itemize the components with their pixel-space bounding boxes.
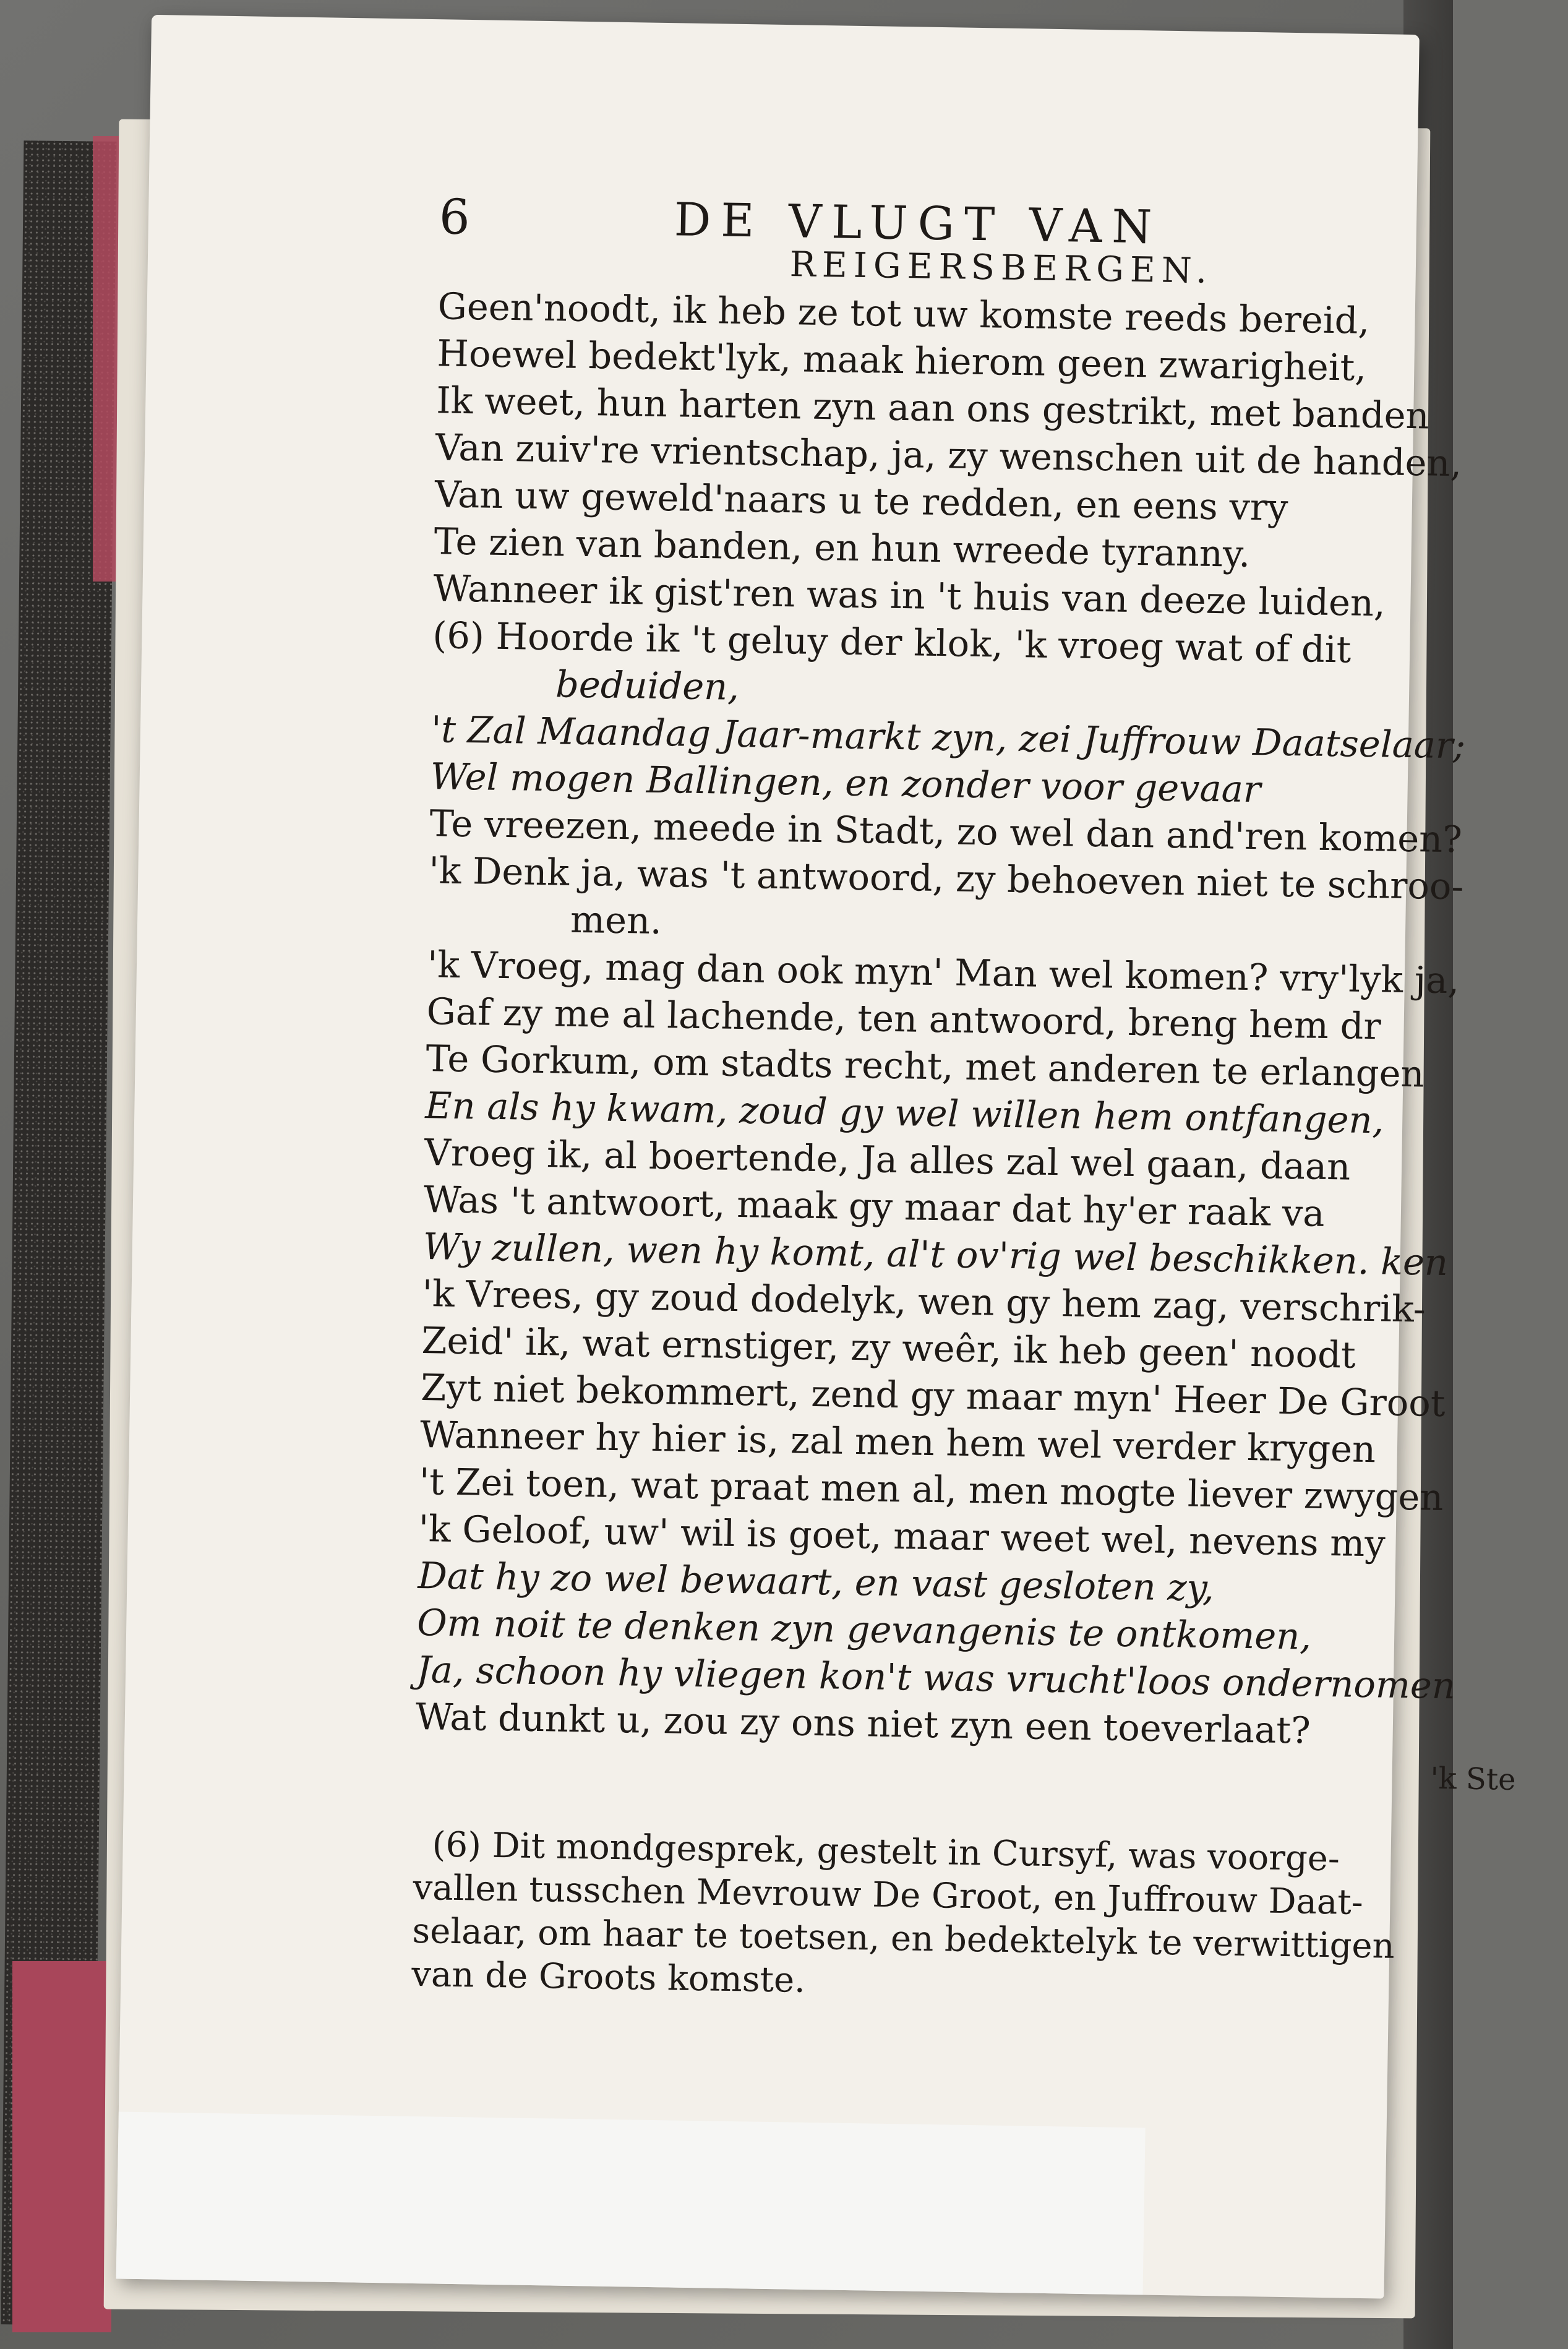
verse-line: En als hy kwam, zoud gy wel willen hem ontfangen, [424, 1084, 1384, 1142]
verse-line: Wy zullen, wen hy komt, al't ov'rig wel beschikken. ken [422, 1225, 1449, 1284]
verse-line: Te Gorkum, om stadts recht, met anderen te erlangen [426, 1037, 1425, 1096]
verse-lines [415, 283, 1564, 1758]
verse-line: Wat dunkt u, zou zy ons niet zyn een toeverlaat? [415, 1694, 1311, 1752]
verse-line: 'k Vroeg, mag dan ook myn' Man wel komen? vry'lyk ja, [427, 943, 1460, 1002]
running-title: DE VLUGT VAN [674, 193, 1162, 254]
text-block [411, 165, 1566, 2014]
footnote: (6) Dit mondgesprek, gestelt in Cursyf, was voorge-vallen tusschen Mevrouw De Groot, en Juffrouw Daat-selaar, om haar te toetsen, en bedektelyk te verwittigen van de Groots komste. [411, 1824, 1395, 2001]
verse-line: beduiden, [555, 663, 740, 708]
verse-line: Wel mogen Ballingen, en zonder voor gevaar [430, 755, 1261, 811]
verse-line: Te zien van banden, en hun wreede tyranny. [434, 520, 1251, 575]
verse-line: Van zuiv're vrientschap, ja, zy wenschen uit de handen, [435, 426, 1462, 485]
catchword: 'k Ste [1430, 1761, 1517, 1797]
verse-line: Om noit te denken zyn gevangenis te ontkomen, [416, 1600, 1312, 1658]
verse-line: Gaf zy me al lachende, ten antwoord, breng hem dr [426, 990, 1382, 1048]
verse-line: Dat hy zo wel bewaart, en vast gesloten zy, [418, 1553, 1215, 1610]
verse-line: 'k Vrees, gy zoud dodelyk, wen gy hem zag, verschrik- [422, 1272, 1426, 1331]
running-subtitle: REIGERSBERGEN. [789, 244, 1214, 291]
verse-line: (6) Hoorde ik 't geluy der klok, 'k vroeg wat of dit [432, 614, 1352, 671]
verse-line: 't Zal Maandag Jaar-markt zyn, zei Juffrouw Daatselaar; [431, 708, 1466, 767]
verse-line: 't Zei toen, wat praat men al, men mogte liever zwygen [419, 1459, 1444, 1519]
page-number: 6 [439, 189, 471, 246]
verse-line: Wanneer ik gist'ren was in 't huis van deeze luiden, [433, 567, 1386, 625]
verse-line: Van uw geweld'naars u te redden, en eens vry [434, 473, 1288, 529]
verse-line: Wanneer hy hier is, zal men hem wel verder krygen [419, 1413, 1376, 1471]
verse-line: Vroeg ik, al boertende, Ja alles zal wel gaan, daan [424, 1131, 1351, 1188]
book-page [116, 15, 1517, 2299]
verse-line: Zyt niet bekommert, zend gy maar myn' Heer De Groot [420, 1366, 1446, 1425]
verse-line: Was 't antwoort, maak gy maar dat hy'er raak va [423, 1178, 1326, 1235]
verse-line: Ik weet, hun harten zyn aan ons gestrikt, met banden [435, 379, 1430, 437]
verse-line: men. [570, 898, 662, 943]
library-label [116, 2111, 1146, 2295]
verse-line: Hoewel bedekt'lyk, maak hierom geen zwarigheit, [437, 332, 1367, 389]
cover-corner-bottom [12, 1961, 111, 2332]
verse-line: 'k Geloof, uw' wil is goet, maar weet wel, nevens my [418, 1506, 1386, 1565]
verse-line: Geen'noodt, ik heb ze tot uw komste reeds bereid, [437, 285, 1370, 342]
verse-line: Te vreezen, meede in Stadt, zo wel dan and'ren komen? [429, 802, 1463, 861]
verse-line: 'k Denk ja, was 't antwoord, zy behoeven niet te schroo- [428, 849, 1464, 908]
verse-line: Zeid' ik, wat ernstiger, zy weêr, ik heb geen' noodt [421, 1319, 1356, 1376]
verse-line: Ja, schoon hy vliegen kon't was vrucht'loos ondernomen [416, 1647, 1456, 1707]
